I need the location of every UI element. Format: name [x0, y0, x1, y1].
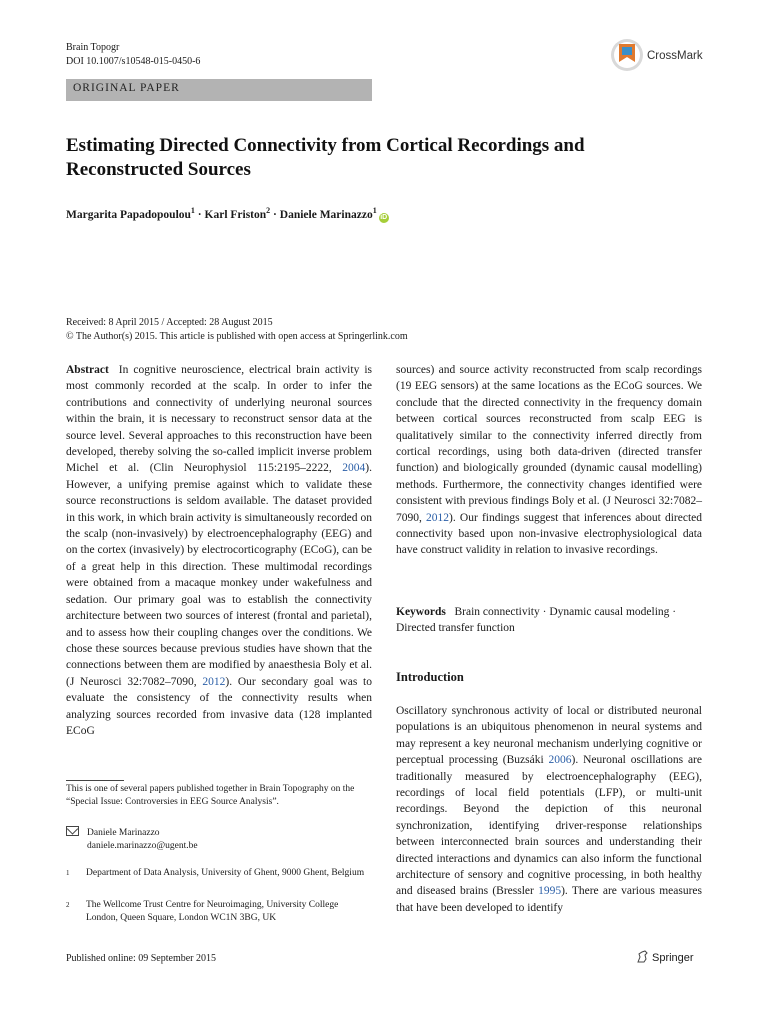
intro-paragraph: ). There are various measures that have been developed to identify [396, 885, 702, 914]
abstract-label: Abstract [66, 364, 109, 376]
journal-header [66, 41, 200, 69]
crossmark-icon [610, 38, 644, 72]
author-affiliation-mark: 1 [190, 206, 195, 215]
author-name: Daniele Marinazzo [279, 208, 373, 221]
crossmark-label: CrossMark [647, 50, 703, 62]
author-name: Karl Friston [204, 208, 267, 221]
citation-link[interactable]: 1995 [538, 885, 562, 898]
footnote: This is one of several papers published together in Brain Topography on the “Special Issue: Controversies in EEG Source Analysis”. [66, 784, 355, 807]
copyright-line: © The Author(s) 2015. This article is published with open access at Springerlink.com [66, 330, 408, 342]
correspondence-email[interactable]: daniele.marinazzo@ugent.be [87, 840, 198, 851]
affiliation-1 [66, 867, 372, 893]
introduction-text [396, 703, 702, 916]
abstract-text: In cognitive neuroscience, electrical brain activity is most commonly recorded at the scalp. In order to infer the contributions and connectivity of underlying neuronal sources within the brain, it is necessary to reconstruct sensor data at the source level. Several approaches to this reconstruction have been developed, thereby solving the so-called implicit inverse problem Michel et al. (Clin Neurophysiol 115:2195–2222, [66, 364, 372, 475]
correspondence [66, 826, 372, 852]
orcid-icon[interactable]: iD [380, 213, 388, 221]
abstract-text: sources) and source activity reconstructed from scalp recordings (19 EEG sensors) at the same locations as the ECoG sources. We conclude that the directed connectivity in the frequency domain between cortical sources reconstructed from scalp EEG is qualitatively similar to the connectivity inferred directly from cortical recordings, using both data-driven (directed transfer function) and biologically grounded (dynamic causal modelling) methods. Furthermore, the connectivity changes identified were consistent with previous findings Boly et al. (J Neurosci 32:7082–7090, [396, 364, 702, 524]
publisher-name: Springer [652, 952, 694, 964]
author-affiliation-mark: 2 [266, 206, 271, 215]
citation-link[interactable]: 2004 [342, 462, 366, 475]
abstract-text: ). However, a unifying premise against which to validate these source reconstructions is seldom available. The dataset provided in this work, in which brain activity is simultaneously recorded on the scalp (non-invasively) by electroencephalography (EEG) and on the cortex (invasively) by electrocorticography (ECoG), can be of a great help in this direction. These multimodal recordings were obtained from a macaque monkey under wakefulness and sedation. Our primary goal was to establish the connectivity architecture between two sources of interest (frontal and parietal), and to assess how their coupling changes over the conditions. We chose these sources because previous studies have shown that the connections between them are modified by anaesthesia Boly et al. (J Neurosci 32:7082–7090, [66, 462, 372, 688]
publisher-logo[interactable] [636, 950, 694, 964]
abstract-continuation [396, 362, 702, 559]
published-online: Published online: 09 September 2015 [66, 953, 216, 964]
article-type: ORIGINAL PAPER [73, 82, 180, 94]
affiliation-text: The Wellcome Trust Centre for Neuroimaging, University College London, Queen Square, London WC1N 3BG, UK [86, 900, 339, 923]
footnote-divider [66, 780, 124, 781]
envelope-icon [66, 826, 79, 836]
abstract-text: ). Our secondary goal was to evaluate the consistency of the connectivity results when analyzing sources recorded from invasive data (128 implanted ECoG [66, 675, 373, 737]
crossmark-badge[interactable] [610, 38, 710, 76]
author-name: Margarita Papadopoulou [66, 208, 191, 221]
intro-paragraph: Oscillatory synchronous activity of local or distributed neuronal populations is an ubiquitous phenomenon in neural systems and may represent a key neuronal mechanism underlying cognitive or perceptual processing (Buzsáki [396, 705, 702, 767]
section-heading-introduction: Introduction [396, 670, 464, 684]
intro-paragraph: ). Neuronal oscillations are traditionally measured by electroencephalography (EEG), recordings of local field potentials (LFP), or multi-unit recordings. Beyond the depiction of this neuronal synchronization, identifying driver-response relationships between interconnected brain sources and understanding their directed interactions and dynamics can also inform the functional architecture of sensory and cognitive processing, in both healthy and diseased brains (Bressler [396, 754, 702, 898]
keywords [396, 604, 702, 637]
journal-name: Brain Topogr [66, 42, 120, 53]
correspondence-name: Daniele Marinazzo [87, 828, 160, 838]
author-affiliation-mark: 1 [372, 206, 377, 215]
citation-link[interactable]: 2006 [548, 754, 572, 767]
affiliation-text: Department of Data Analysis, University of Ghent, 9000 Ghent, Belgium [86, 868, 365, 878]
article-type-bar [66, 79, 372, 101]
abstract [66, 362, 372, 739]
doi[interactable]: DOI 10.1007/s10548-015-0450-6 [66, 56, 201, 67]
citation-link[interactable]: 2012 [426, 511, 450, 524]
affiliation-number: 1 [66, 869, 70, 877]
citation-link[interactable]: 2012 [202, 675, 226, 688]
paper-title: Estimating Directed Connectivity from Cortical Recordings and Reconstructed Sources [66, 135, 585, 180]
affiliation-2 [66, 899, 372, 925]
keywords-text: Brain connectivity · Dynamic causal modeling · Directed transfer function [396, 606, 677, 635]
springer-horse-icon [636, 950, 649, 963]
author-list: Margarita Papadopoulou$^1$ · Karl Friston$^2$ · Daniele Marinazzo$^1$iD [66, 206, 388, 221]
received-accepted: Received: 8 April 2015 / Accepted: 28 August 2015 [66, 317, 273, 328]
keywords-label: Keywords [396, 606, 446, 618]
abstract-text: ). Our findings suggest that inferences about directed connectivity based upon non-invasive electrophysiological data have construct validity in relation to invasive recordings. [396, 511, 703, 557]
article-dates [66, 316, 706, 343]
affiliation-number: 2 [66, 901, 70, 909]
